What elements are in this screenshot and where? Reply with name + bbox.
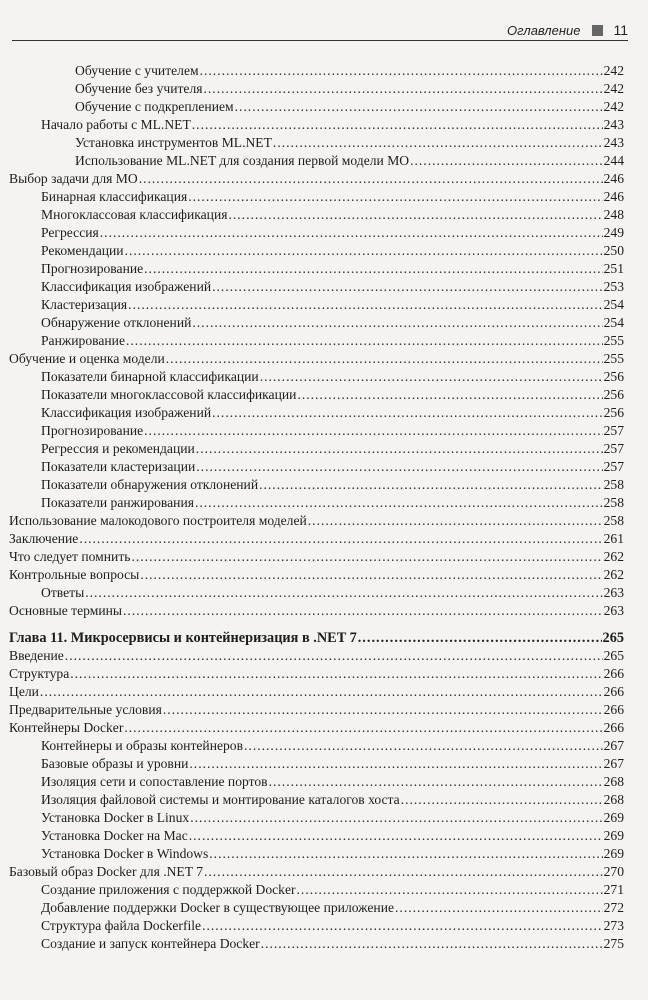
dot-leader xyxy=(131,548,602,566)
toc-entry-page: 263 xyxy=(603,603,624,618)
toc-entry[interactable] xyxy=(9,332,624,350)
toc-entry[interactable] xyxy=(9,701,624,719)
toc-entry[interactable] xyxy=(9,584,624,602)
dot-leader xyxy=(244,737,603,755)
toc-entry-title: Бинарная классификация xyxy=(41,189,188,204)
dot-leader xyxy=(269,773,603,791)
dot-leader xyxy=(140,566,602,584)
toc-entry-page: 273 xyxy=(603,918,624,933)
toc-entry-page: 253 xyxy=(603,279,624,294)
toc-entry[interactable] xyxy=(9,206,624,224)
toc-entry-page: 254 xyxy=(603,315,624,330)
toc-entry[interactable] xyxy=(9,494,624,512)
toc-entry-title: Классификация изображений xyxy=(41,405,212,420)
dot-leader xyxy=(209,845,602,863)
toc-entry-title: Регрессия xyxy=(41,225,99,240)
toc-entry-title: Показатели ранжирования xyxy=(41,495,194,510)
toc-entry-title: Ответы xyxy=(41,585,85,600)
toc-entry-page: 257 xyxy=(603,441,624,456)
toc-entry[interactable] xyxy=(9,134,624,152)
dot-leader xyxy=(144,260,602,278)
toc-entry-title: Создание и запуск контейнера Docker xyxy=(41,936,260,951)
toc-entry[interactable] xyxy=(9,791,624,809)
dot-leader xyxy=(260,368,603,386)
toc-entry-page: 258 xyxy=(603,477,624,492)
toc-entry[interactable] xyxy=(9,683,624,701)
toc-entry[interactable] xyxy=(9,224,624,242)
toc-entry-title: Начало работы с ML.NET xyxy=(41,117,191,132)
toc-entry-title: Введение xyxy=(9,648,64,663)
toc-entry-page: 256 xyxy=(603,405,624,420)
dot-leader xyxy=(192,314,602,332)
dot-leader xyxy=(358,629,602,647)
toc-entry-page: 246 xyxy=(603,189,624,204)
section-title: Оглавление xyxy=(506,23,581,38)
toc-chapter-entry[interactable] xyxy=(9,629,624,647)
toc-entry-page: 250 xyxy=(603,243,624,258)
dot-leader xyxy=(259,476,603,494)
toc-entry-page: 256 xyxy=(603,387,624,402)
toc-entry-title: Обучение с учителем xyxy=(75,63,199,78)
toc-entry-page: 243 xyxy=(603,117,624,132)
toc-entry-page: 266 xyxy=(603,684,624,699)
dot-leader xyxy=(100,224,603,242)
toc-entry-title: Многоклассовая классификация xyxy=(41,207,228,222)
dot-leader xyxy=(40,683,603,701)
toc-entry-page: 258 xyxy=(603,513,624,528)
toc-entry[interactable] xyxy=(9,260,624,278)
toc-entry-title: Кластеризация xyxy=(41,297,128,312)
toc-entry-title: Базовый образ Docker для .NET 7 xyxy=(9,864,203,879)
toc-entry[interactable] xyxy=(9,80,624,98)
dot-leader xyxy=(190,809,602,827)
toc-entry-page: 249 xyxy=(603,225,624,240)
toc-entry-title: Добавление поддержки Docker в существующее приложение xyxy=(41,900,395,915)
dot-leader xyxy=(144,422,602,440)
toc-entry[interactable] xyxy=(9,827,624,845)
toc-entry-title: Изоляция сети и сопоставление портов xyxy=(41,774,268,789)
dot-leader xyxy=(297,881,603,899)
toc-entry-title: Структура файла Dockerfile xyxy=(41,918,202,933)
toc-entry-page: 255 xyxy=(603,351,624,366)
toc-entry-page: 263 xyxy=(603,585,624,600)
toc-entry-title: Предварительные условия xyxy=(9,702,162,717)
dot-leader xyxy=(212,404,602,422)
toc-entry[interactable] xyxy=(9,152,624,170)
toc-entry[interactable] xyxy=(9,386,624,404)
dot-leader xyxy=(410,152,603,170)
dot-leader xyxy=(196,440,603,458)
toc-entry-page: 272 xyxy=(603,900,624,915)
dot-leader xyxy=(166,350,603,368)
toc-entry-page: 255 xyxy=(603,333,624,348)
toc-entry-title: Показатели обнаружения отклонений xyxy=(41,477,259,492)
toc-entry-page: 257 xyxy=(603,459,624,474)
dot-leader xyxy=(79,530,602,548)
dot-leader xyxy=(70,665,602,683)
dot-leader xyxy=(204,863,603,881)
toc-entry-title: Создание приложения с поддержкой Docker xyxy=(41,882,296,897)
toc-entry[interactable] xyxy=(9,566,624,584)
toc-entry-page: 275 xyxy=(603,936,624,951)
toc-entry-title: Прогнозирование xyxy=(41,261,144,276)
toc-entry-page: 267 xyxy=(603,756,624,771)
toc-entry[interactable] xyxy=(9,755,624,773)
toc-entry-title: Изоляция файловой системы и монтирование каталогов хоста xyxy=(41,792,400,807)
toc-entry-title: Основные термины xyxy=(9,603,123,618)
toc-entry-page: 265 xyxy=(602,630,624,646)
toc-entry[interactable] xyxy=(9,422,624,440)
dot-leader xyxy=(126,332,603,350)
toc-entry-title: Показатели многоклассовой классификации xyxy=(41,387,297,402)
toc-entry-page: 261 xyxy=(603,531,624,546)
toc-entry-page: 243 xyxy=(603,135,624,150)
toc-entry[interactable] xyxy=(9,278,624,296)
toc-entry[interactable] xyxy=(9,899,624,917)
toc-entry[interactable] xyxy=(9,719,624,737)
toc-entry-page: 262 xyxy=(603,549,624,564)
toc-entry-title: Установка инструментов ML.NET xyxy=(75,135,272,150)
dot-leader xyxy=(85,584,602,602)
dot-leader xyxy=(204,80,603,98)
dot-leader xyxy=(124,719,602,737)
toc-entry[interactable] xyxy=(9,809,624,827)
toc-entry-page: 242 xyxy=(603,99,624,114)
toc-entry[interactable] xyxy=(9,935,624,953)
toc-entry-title: Показатели кластеризации xyxy=(41,459,196,474)
toc-entry-title: Регрессия и рекомендации xyxy=(41,441,195,456)
dot-leader xyxy=(308,512,603,530)
toc-entry[interactable] xyxy=(9,917,624,935)
toc-entry[interactable] xyxy=(9,737,624,755)
toc-entry[interactable] xyxy=(9,458,624,476)
toc-entry-page: 257 xyxy=(603,423,624,438)
toc-entry[interactable] xyxy=(9,350,624,368)
toc-entry[interactable] xyxy=(9,296,624,314)
dot-leader xyxy=(297,386,602,404)
toc-entry-title: Обучение без учителя xyxy=(75,81,203,96)
header-separator-square xyxy=(592,25,603,36)
toc-entry-title: Базовые образы и уровни xyxy=(41,756,189,771)
toc-entry-page: 266 xyxy=(603,720,624,735)
toc-entry-page: 265 xyxy=(603,648,624,663)
toc-entry[interactable] xyxy=(9,170,624,188)
dot-leader xyxy=(401,791,603,809)
toc-entry[interactable] xyxy=(9,314,624,332)
toc-entry-title: Рекомендации xyxy=(41,243,124,258)
toc-entry-page: 269 xyxy=(603,828,624,843)
toc-entry[interactable] xyxy=(9,647,624,665)
dot-leader xyxy=(139,170,603,188)
toc-entry-title: Установка Docker в Windows xyxy=(41,846,209,861)
toc-entry-title: Обучение с подкреплением xyxy=(75,99,234,114)
dot-leader xyxy=(189,827,603,845)
toc-entry-title: Обнаружение отклонений xyxy=(41,315,192,330)
toc-entry[interactable] xyxy=(9,845,624,863)
toc-entry[interactable] xyxy=(9,665,624,683)
toc-entry-page: 269 xyxy=(603,810,624,825)
toc-entry-page: 270 xyxy=(603,864,624,879)
toc-entry[interactable] xyxy=(9,368,624,386)
toc-entry-title: Выбор задачи для МО xyxy=(9,171,138,186)
toc-entry-title: Контейнеры и образы контейнеров xyxy=(41,738,244,753)
toc-entry[interactable] xyxy=(9,98,624,116)
toc-entry-page: 254 xyxy=(603,297,624,312)
toc-entry-page: 258 xyxy=(603,495,624,510)
running-header xyxy=(12,22,628,41)
dot-leader xyxy=(192,116,603,134)
toc-entry[interactable] xyxy=(9,404,624,422)
dot-leader xyxy=(395,899,603,917)
toc-entry[interactable] xyxy=(9,548,624,566)
toc-entry-page: 248 xyxy=(603,207,624,222)
toc-entry[interactable] xyxy=(9,476,624,494)
toc-entry[interactable] xyxy=(9,440,624,458)
toc-entry-title: Обучение и оценка модели xyxy=(9,351,165,366)
dot-leader xyxy=(125,242,603,260)
toc-entry-title: Установка Docker в Linux xyxy=(41,810,190,825)
toc-entry-title: Ранжирование xyxy=(41,333,125,348)
toc-entry-page: 262 xyxy=(603,567,624,582)
dot-leader xyxy=(228,206,602,224)
toc-entry[interactable] xyxy=(9,62,624,80)
dot-leader xyxy=(261,935,603,953)
dot-leader xyxy=(273,134,603,152)
page-number: 11 xyxy=(613,22,628,38)
chapter-gap xyxy=(9,620,624,629)
toc-entry-title: Прогнозирование xyxy=(41,423,144,438)
toc-entry-page: 242 xyxy=(603,81,624,96)
toc-entry-title: Контейнеры Docker xyxy=(9,720,124,735)
dot-leader xyxy=(202,917,603,935)
toc-entry-page: 271 xyxy=(603,882,624,897)
toc-entry-title: Использование ML.NET для создания первой модели МО xyxy=(75,153,410,168)
toc-entry[interactable] xyxy=(9,242,624,260)
toc-entry-title: Структура xyxy=(9,666,70,681)
dot-leader xyxy=(212,278,602,296)
toc-entry-page: 266 xyxy=(603,702,624,717)
dot-leader xyxy=(188,188,602,206)
toc-entry-page: 242 xyxy=(603,63,624,78)
toc-entry-page: 268 xyxy=(603,774,624,789)
dot-leader xyxy=(123,602,603,620)
toc-entry[interactable] xyxy=(9,116,624,134)
toc-entry[interactable] xyxy=(9,530,624,548)
toc-entry-title: Контрольные вопросы xyxy=(9,567,140,582)
toc-entry-page: 267 xyxy=(603,738,624,753)
toc-entry-page: 269 xyxy=(603,846,624,861)
toc-entry[interactable] xyxy=(9,863,624,881)
toc-entry-title: Глава 11. Микросервисы и контейнеризация в .NET 7 xyxy=(9,630,357,646)
toc-entry[interactable] xyxy=(9,512,624,530)
dot-leader xyxy=(235,98,603,116)
toc-entry-page: 266 xyxy=(603,666,624,681)
toc-entry[interactable] xyxy=(9,881,624,899)
toc-entry-title: Показатели бинарной классификации xyxy=(41,369,259,384)
toc-entry[interactable] xyxy=(9,188,624,206)
toc-entry-page: 268 xyxy=(603,792,624,807)
toc-entry[interactable] xyxy=(9,602,624,620)
dot-leader xyxy=(200,62,603,80)
dot-leader xyxy=(163,701,603,719)
dot-leader xyxy=(128,296,602,314)
toc-entry-title: Классификация изображений xyxy=(41,279,212,294)
toc-entry-page: 244 xyxy=(603,153,624,168)
dot-leader xyxy=(195,494,603,512)
toc-entry-title: Использование малокодового построителя моделей xyxy=(9,513,307,528)
dot-leader xyxy=(65,647,603,665)
toc-entry-page: 246 xyxy=(603,171,624,186)
dot-leader xyxy=(196,458,602,476)
toc-entry-title: Установка Docker на Mac xyxy=(41,828,188,843)
toc-entry-page: 256 xyxy=(603,369,624,384)
table-of-contents xyxy=(9,62,624,953)
dot-leader xyxy=(189,755,602,773)
toc-entry-title: Что следует помнить xyxy=(9,549,131,564)
toc-entry[interactable] xyxy=(9,773,624,791)
toc-entry-title: Заключение xyxy=(9,531,79,546)
toc-entry-title: Цели xyxy=(9,684,39,699)
toc-entry-page: 251 xyxy=(603,261,624,276)
